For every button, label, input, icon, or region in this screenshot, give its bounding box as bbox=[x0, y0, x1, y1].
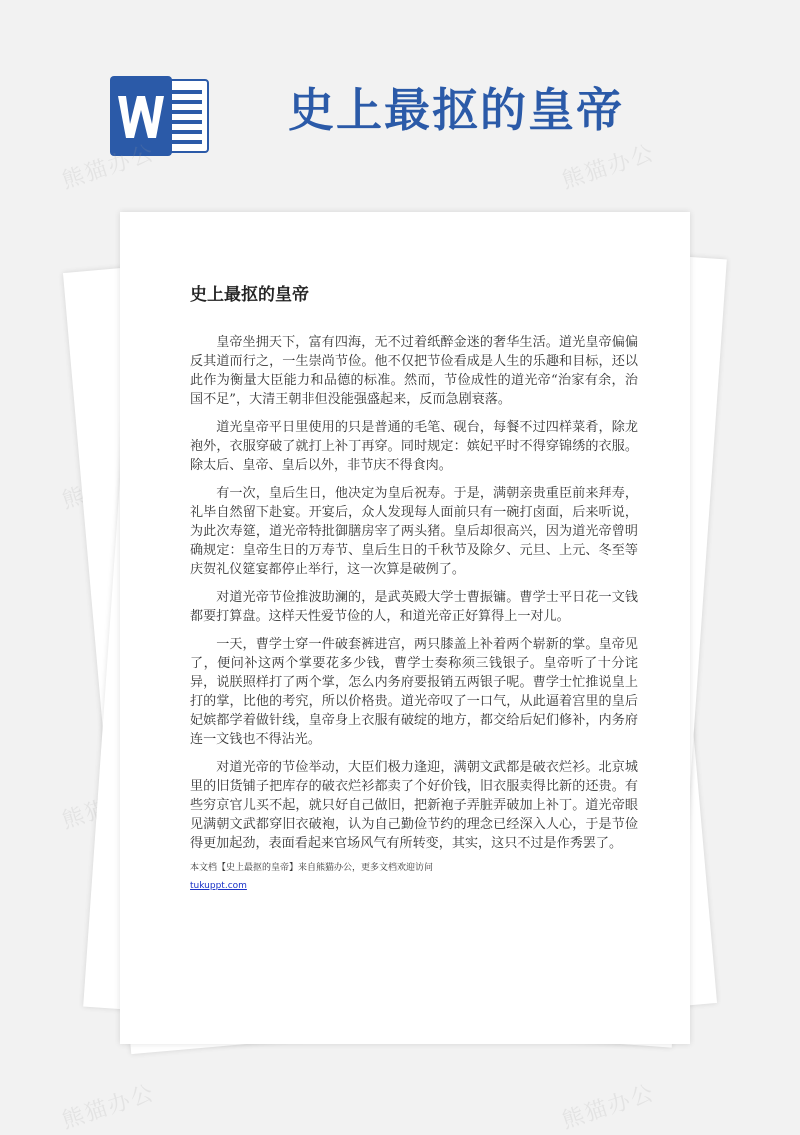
paragraph: 对道光帝节俭推波助澜的，是武英殿大学士曹振镛。曹学士平日花一文钱都要打算盘。这样天性爱节俭的人，和道光帝正好算得上一对儿。 bbox=[190, 590, 638, 624]
paragraph: 道光皇帝平日里使用的只是普通的毛笔、砚台，每餐不过四样菜肴，除龙袍外，衣服穿破了就打上补丁再穿。同时规定：嫔妃平时不得穿锦绣的衣服。除太后、皇帝、皇后以外，非节庆不得食肉。 bbox=[190, 420, 638, 473]
watermark: 熊猫办公 bbox=[59, 140, 159, 195]
paragraph: 皇帝坐拥天下，富有四海，无不过着纸醉金迷的奢华生活。道光皇帝偏偏反其道而行之，一生崇尚节俭。他不仅把节俭看成是人生的乐趣和目标，还以此作为衡量大臣能力和品德的标准。然而，节俭成性的道光帝“治家有余，治国不足”，大清王朝非但没能强盛起来，反而急剧衰落。 bbox=[190, 335, 638, 407]
paragraph: 对道光帝的节俭举动，大臣们极力逢迎，满朝文武都是破衣烂衫。北京城里的旧货铺子把库存的破衣烂衫都卖了个好价钱，旧衣服卖得比新的还贵。有些穷京官儿买不起，就只好自己做旧，把新袍子弄脏弄破加上补丁。道光帝眼见满朝文武都穿旧衣破袍，认为自己勤俭节约的理念已经深入人心，于是节俭得更加起劲，表面看起来官场风气有所转变，其实，这只不过是作秀罢了。 bbox=[190, 760, 638, 851]
document-title: 史上最抠的皇帝 bbox=[190, 285, 309, 305]
watermark: 熊猫办公 bbox=[559, 1080, 659, 1135]
source-note: 本文档【史上最抠的皇帝】来自熊猫办公，更多文档欢迎访问 bbox=[190, 863, 434, 873]
watermark: 熊猫办公 bbox=[559, 140, 659, 195]
header-title: 史上最抠的皇帝 bbox=[288, 83, 624, 137]
watermark: 熊猫办公 bbox=[59, 1080, 159, 1135]
word-icon bbox=[110, 76, 210, 156]
paragraph: 有一次，皇后生日，他决定为皇后祝寿。于是，满朝亲贵重臣前来拜寿，礼毕自然留下赴宴。开宴后，众人发现每人面前只有一碗打卤面，后来听说，为此次寿筵，道光帝特批御膳房宰了两头猪。皇后却很高兴，因为道光帝曾明确规定：皇帝生日的万寿节、皇后生日的千秋节及除夕、元旦、上元、冬至等庆贺礼仪筵宴都停止举行，这一次算是破例了。 bbox=[190, 486, 638, 577]
page-header bbox=[110, 70, 710, 160]
document-body bbox=[190, 282, 638, 894]
paragraph: 一天，曹学士穿一件破套裤进宫，两只膝盖上补着两个崭新的掌。皇帝见了，便问补这两个掌要花多少钱，曹学士奏称须三钱银子。皇帝听了十分诧异，说朕照样打了两个掌，怎么内务府要报销五两银子呢。曹学士忙推说皇上打的掌，比他的考究，所以价格贵。道光帝叹了一口气，从此逼着宫里的皇后妃嫔都学着做针线，皇帝身上衣服有破绽的地方，都交给后妃们修补，内务府连一文钱也不得沾光。 bbox=[190, 637, 638, 747]
source-link[interactable]: tukuppt.com bbox=[190, 881, 247, 891]
